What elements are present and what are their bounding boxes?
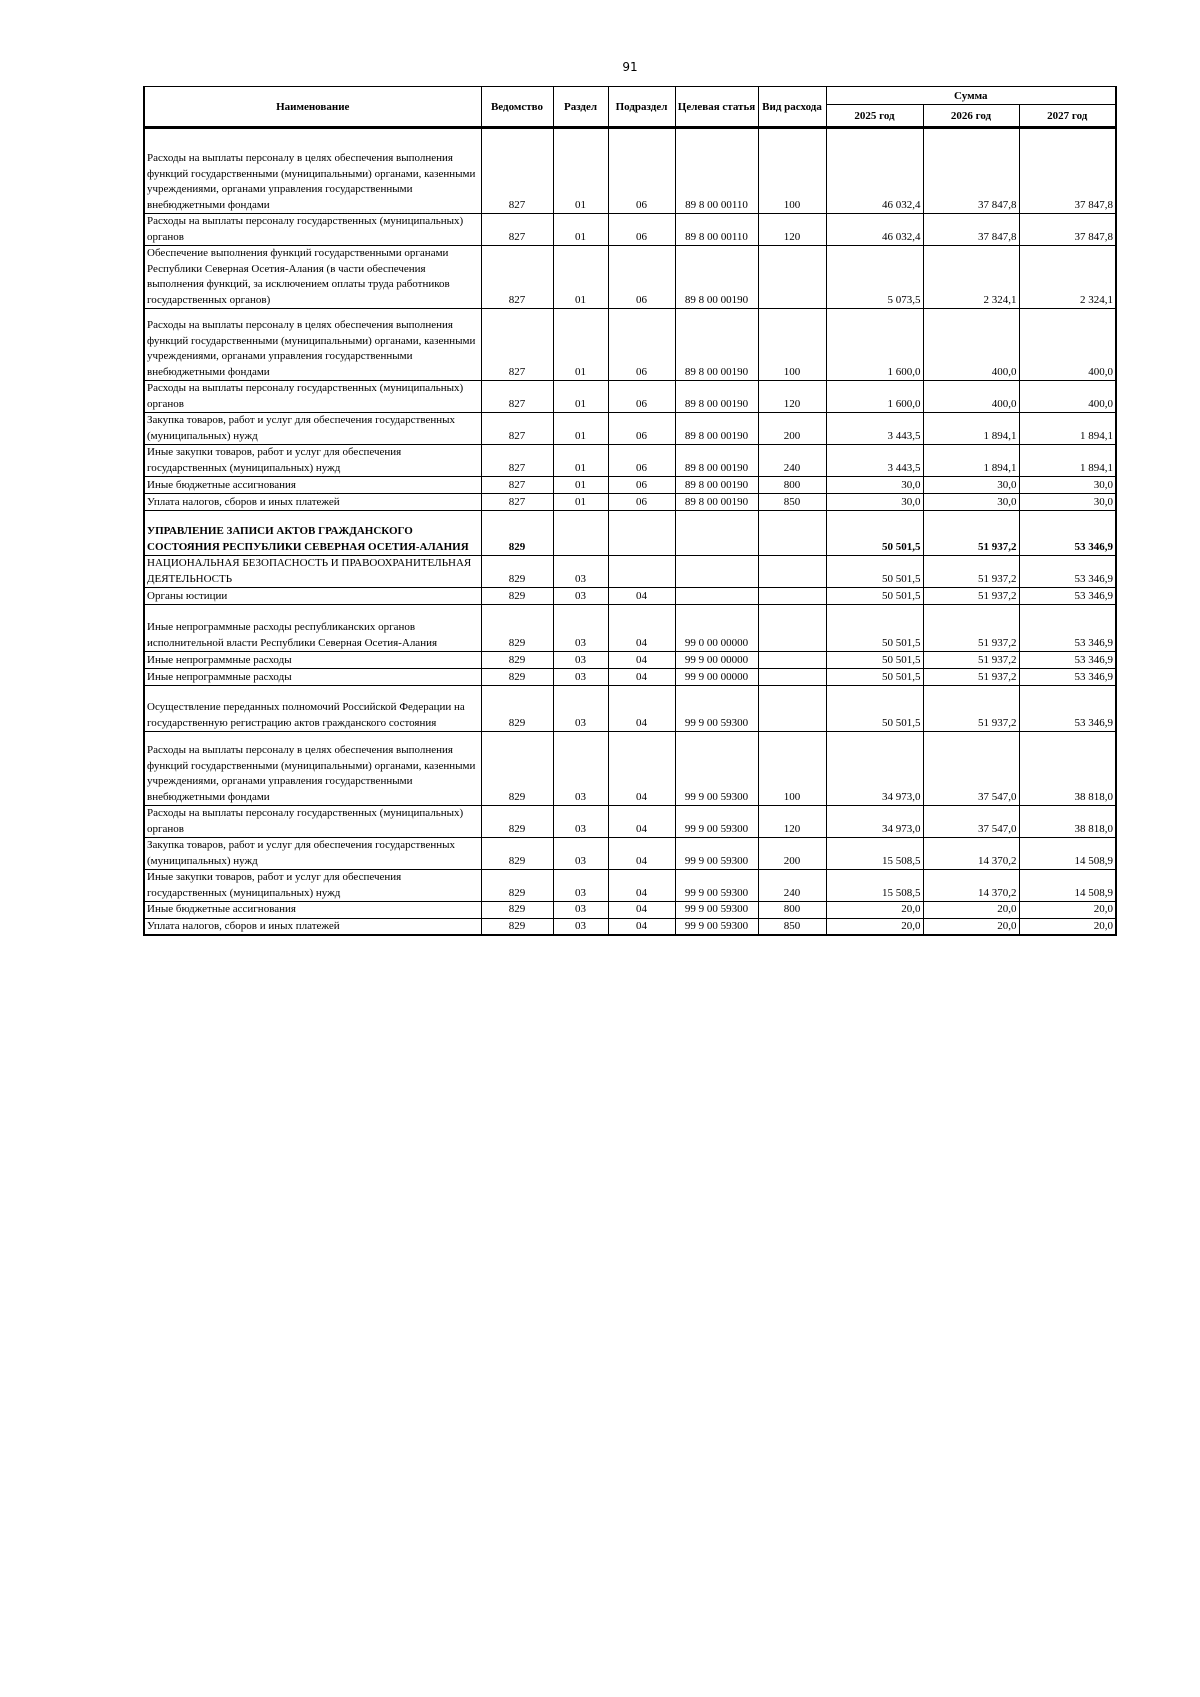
cell-subsection	[608, 556, 675, 588]
cell-target-article: 99 9 00 00000	[675, 652, 758, 669]
table-row	[144, 445, 1116, 477]
cell-sum-2026: 2 324,1	[923, 246, 1019, 309]
cell-department: 827	[481, 477, 553, 494]
cell-expense-type: 200	[758, 838, 826, 870]
cell-section: 01	[553, 381, 608, 413]
table-row	[144, 652, 1116, 669]
cell-target-article: 99 9 00 59300	[675, 686, 758, 732]
cell-sum-2025: 34 973,0	[826, 732, 923, 806]
cell-sum-2025: 50 501,5	[826, 605, 923, 652]
cell-sum-2025: 30,0	[826, 477, 923, 494]
cell-target-article: 89 8 00 00190	[675, 494, 758, 511]
table-row	[144, 732, 1116, 806]
cell-sum-2025: 5 073,5	[826, 246, 923, 309]
cell-target-article	[675, 588, 758, 605]
cell-sum-2026: 51 937,2	[923, 588, 1019, 605]
table-row	[144, 686, 1116, 732]
cell-section: 01	[553, 246, 608, 309]
cell-sum-2027: 20,0	[1019, 902, 1116, 919]
cell-sum-2026: 1 894,1	[923, 445, 1019, 477]
cell-expense-type: 800	[758, 477, 826, 494]
cell-sum-2027: 2 324,1	[1019, 246, 1116, 309]
cell-department: 829	[481, 669, 553, 686]
cell-department: 829	[481, 918, 553, 935]
header-section: Раздел	[553, 87, 608, 128]
cell-subsection: 04	[608, 870, 675, 902]
cell-name: Иные бюджетные ассигнования	[144, 902, 481, 919]
cell-name: НАЦИОНАЛЬНАЯ БЕЗОПАСНОСТЬ И ПРАВООХРАНИТЕЛЬНАЯ ДЕЯТЕЛЬНОСТЬ	[144, 556, 481, 588]
cell-name: Расходы на выплаты персоналу в целях обеспечения выполнения функций государственными (муниципальными) органами, казенными учреждениями, органами управления государственными внебюджетными фондами	[144, 309, 481, 381]
cell-sum-2026: 30,0	[923, 494, 1019, 511]
cell-department: 829	[481, 556, 553, 588]
cell-subsection: 04	[608, 918, 675, 935]
cell-name: Расходы на выплаты персоналу в целях обеспечения выполнения функций государственными (муниципальными) органами, казенными учреждениями, органами управления государственными внебюджетными фондами	[144, 128, 481, 214]
cell-sum-2026: 30,0	[923, 477, 1019, 494]
table-row	[144, 494, 1116, 511]
table-row	[144, 588, 1116, 605]
cell-expense-type: 240	[758, 445, 826, 477]
cell-expense-type	[758, 556, 826, 588]
cell-department: 827	[481, 246, 553, 309]
cell-sum-2026: 51 937,2	[923, 686, 1019, 732]
cell-target-article: 89 8 00 00110	[675, 128, 758, 214]
cell-sum-2027: 37 847,8	[1019, 214, 1116, 246]
cell-sum-2026: 51 937,2	[923, 605, 1019, 652]
cell-expense-type	[758, 605, 826, 652]
cell-section: 03	[553, 806, 608, 838]
cell-sum-2025: 50 501,5	[826, 669, 923, 686]
cell-expense-type: 120	[758, 381, 826, 413]
cell-name: Осуществление переданных полномочий Российской Федерации на государственную регистрацию актов гражданского состояния	[144, 686, 481, 732]
cell-sum-2026: 400,0	[923, 381, 1019, 413]
cell-section: 01	[553, 413, 608, 445]
cell-department: 829	[481, 511, 553, 556]
cell-target-article: 99 0 00 00000	[675, 605, 758, 652]
cell-sum-2026: 400,0	[923, 309, 1019, 381]
cell-sum-2025: 30,0	[826, 494, 923, 511]
table-row	[144, 246, 1116, 309]
cell-subsection: 04	[608, 902, 675, 919]
cell-name: Уплата налогов, сборов и иных платежей	[144, 494, 481, 511]
cell-sum-2025: 15 508,5	[826, 838, 923, 870]
cell-sum-2026: 14 370,2	[923, 870, 1019, 902]
cell-section: 03	[553, 918, 608, 935]
cell-sum-2026: 37 547,0	[923, 732, 1019, 806]
cell-sum-2027: 38 818,0	[1019, 806, 1116, 838]
table-row	[144, 381, 1116, 413]
cell-sum-2027: 1 894,1	[1019, 445, 1116, 477]
cell-name: Иные непрограммные расходы	[144, 669, 481, 686]
cell-department: 827	[481, 214, 553, 246]
table-row	[144, 556, 1116, 588]
cell-name: Иные закупки товаров, работ и услуг для обеспечения государственных (муниципальных) нужд	[144, 445, 481, 477]
cell-department: 829	[481, 870, 553, 902]
table-body	[144, 128, 1116, 936]
cell-sum-2027: 53 346,9	[1019, 652, 1116, 669]
cell-expense-type: 100	[758, 309, 826, 381]
cell-section: 01	[553, 477, 608, 494]
table-row	[144, 838, 1116, 870]
cell-target-article: 89 8 00 00190	[675, 309, 758, 381]
cell-sum-2027: 53 346,9	[1019, 686, 1116, 732]
cell-sum-2027: 38 818,0	[1019, 732, 1116, 806]
cell-target-article: 99 9 00 59300	[675, 870, 758, 902]
cell-sum-2027: 53 346,9	[1019, 605, 1116, 652]
table-row	[144, 806, 1116, 838]
header-expense-type: Вид расхода	[758, 87, 826, 128]
cell-section: 03	[553, 870, 608, 902]
budget-table	[143, 86, 1117, 936]
table-row	[144, 309, 1116, 381]
table-row	[144, 870, 1116, 902]
cell-expense-type: 240	[758, 870, 826, 902]
cell-section: 03	[553, 605, 608, 652]
cell-section: 01	[553, 494, 608, 511]
header-name: Наименование	[144, 87, 481, 128]
cell-sum-2025: 50 501,5	[826, 556, 923, 588]
cell-expense-type	[758, 246, 826, 309]
cell-target-article: 99 9 00 00000	[675, 669, 758, 686]
cell-name: Иные непрограммные расходы республиканских органов исполнительной власти Республики Северная Осетия-Алания	[144, 605, 481, 652]
cell-name: Расходы на выплаты персоналу государственных (муниципальных) органов	[144, 381, 481, 413]
cell-target-article: 89 8 00 00110	[675, 214, 758, 246]
cell-expense-type: 800	[758, 902, 826, 919]
cell-expense-type	[758, 588, 826, 605]
cell-subsection: 04	[608, 838, 675, 870]
cell-subsection: 06	[608, 214, 675, 246]
cell-department: 829	[481, 588, 553, 605]
cell-sum-2027: 53 346,9	[1019, 556, 1116, 588]
cell-expense-type: 200	[758, 413, 826, 445]
cell-name: Иные бюджетные ассигнования	[144, 477, 481, 494]
cell-sum-2026: 20,0	[923, 918, 1019, 935]
cell-sum-2027: 20,0	[1019, 918, 1116, 935]
cell-target-article: 99 9 00 59300	[675, 902, 758, 919]
cell-sum-2025: 50 501,5	[826, 511, 923, 556]
cell-department: 827	[481, 413, 553, 445]
cell-department: 827	[481, 381, 553, 413]
table-header	[144, 87, 1116, 128]
table-row	[144, 669, 1116, 686]
cell-name: Закупка товаров, работ и услуг для обеспечения государственных (муниципальных) нужд	[144, 413, 481, 445]
cell-section: 01	[553, 214, 608, 246]
cell-section: 01	[553, 445, 608, 477]
cell-sum-2025: 15 508,5	[826, 870, 923, 902]
cell-sum-2027: 30,0	[1019, 494, 1116, 511]
cell-subsection: 06	[608, 477, 675, 494]
table-row	[144, 918, 1116, 935]
cell-name: Обеспечение выполнения функций государственными органами Республики Северная Осетия-Алания (в части обеспечения выполнения функций, за исключением оплаты труда работников государственных органов)	[144, 246, 481, 309]
cell-sum-2026: 37 847,8	[923, 214, 1019, 246]
cell-subsection: 06	[608, 246, 675, 309]
cell-subsection: 04	[608, 686, 675, 732]
cell-name: Иные закупки товаров, работ и услуг для обеспечения государственных (муниципальных) нужд	[144, 870, 481, 902]
table-row	[144, 413, 1116, 445]
cell-department: 827	[481, 309, 553, 381]
cell-expense-type: 850	[758, 918, 826, 935]
cell-section: 03	[553, 652, 608, 669]
cell-target-article	[675, 511, 758, 556]
cell-section: 03	[553, 838, 608, 870]
cell-department: 829	[481, 605, 553, 652]
table-row	[144, 902, 1116, 919]
cell-sum-2025: 20,0	[826, 902, 923, 919]
page-number: 91	[622, 60, 638, 74]
cell-department: 827	[481, 128, 553, 214]
cell-sum-2026: 51 937,2	[923, 511, 1019, 556]
cell-name: Иные непрограммные расходы	[144, 652, 481, 669]
cell-department: 829	[481, 806, 553, 838]
cell-target-article: 99 9 00 59300	[675, 806, 758, 838]
cell-name: Закупка товаров, работ и услуг для обеспечения государственных (муниципальных) нужд	[144, 838, 481, 870]
cell-section	[553, 511, 608, 556]
cell-sum-2027: 30,0	[1019, 477, 1116, 494]
table-row	[144, 214, 1116, 246]
cell-subsection	[608, 511, 675, 556]
cell-sum-2026: 37 547,0	[923, 806, 1019, 838]
cell-sum-2025: 34 973,0	[826, 806, 923, 838]
cell-sum-2026: 14 370,2	[923, 838, 1019, 870]
cell-expense-type: 120	[758, 214, 826, 246]
cell-target-article: 89 8 00 00190	[675, 477, 758, 494]
cell-sum-2026: 51 937,2	[923, 652, 1019, 669]
cell-department: 827	[481, 445, 553, 477]
header-2027: 2027 год	[1019, 105, 1116, 128]
cell-sum-2025: 1 600,0	[826, 309, 923, 381]
cell-sum-2026: 20,0	[923, 902, 1019, 919]
cell-sum-2027: 14 508,9	[1019, 838, 1116, 870]
cell-sum-2027: 400,0	[1019, 381, 1116, 413]
cell-sum-2026: 37 847,8	[923, 128, 1019, 214]
cell-name: УПРАВЛЕНИЕ ЗАПИСИ АКТОВ ГРАЖДАНСКОГО СОСТОЯНИЯ РЕСПУБЛИКИ СЕВЕРНАЯ ОСЕТИЯ-АЛАНИЯ	[144, 511, 481, 556]
cell-expense-type	[758, 686, 826, 732]
cell-expense-type: 850	[758, 494, 826, 511]
header-2025: 2025 год	[826, 105, 923, 128]
cell-sum-2026: 1 894,1	[923, 413, 1019, 445]
cell-sum-2027: 53 346,9	[1019, 511, 1116, 556]
cell-target-article: 89 8 00 00190	[675, 445, 758, 477]
cell-target-article: 99 9 00 59300	[675, 918, 758, 935]
cell-subsection: 04	[608, 806, 675, 838]
cell-subsection: 04	[608, 669, 675, 686]
table-row	[144, 605, 1116, 652]
cell-subsection: 04	[608, 652, 675, 669]
cell-department: 829	[481, 838, 553, 870]
cell-section: 03	[553, 732, 608, 806]
cell-sum-2025: 50 501,5	[826, 652, 923, 669]
header-subsection: Подраздел	[608, 87, 675, 128]
cell-sum-2025: 50 501,5	[826, 588, 923, 605]
table-row	[144, 511, 1116, 556]
cell-sum-2026: 51 937,2	[923, 669, 1019, 686]
cell-sum-2027: 400,0	[1019, 309, 1116, 381]
cell-target-article: 89 8 00 00190	[675, 381, 758, 413]
cell-name: Расходы на выплаты персоналу в целях обеспечения выполнения функций государственными (муниципальными) органами, казенными учреждениями, органами управления государственными внебюджетными фондами	[144, 732, 481, 806]
table-row	[144, 128, 1116, 214]
cell-subsection: 06	[608, 128, 675, 214]
cell-section: 01	[553, 128, 608, 214]
cell-expense-type: 120	[758, 806, 826, 838]
cell-section: 01	[553, 309, 608, 381]
cell-subsection: 06	[608, 445, 675, 477]
cell-expense-type	[758, 511, 826, 556]
cell-sum-2027: 37 847,8	[1019, 128, 1116, 214]
cell-section: 03	[553, 669, 608, 686]
cell-sum-2025: 3 443,5	[826, 445, 923, 477]
cell-sum-2026: 51 937,2	[923, 556, 1019, 588]
cell-expense-type	[758, 652, 826, 669]
cell-subsection: 06	[608, 381, 675, 413]
cell-sum-2027: 1 894,1	[1019, 413, 1116, 445]
cell-subsection: 04	[608, 605, 675, 652]
cell-sum-2025: 46 032,4	[826, 128, 923, 214]
cell-sum-2025: 1 600,0	[826, 381, 923, 413]
header-department: Ведомство	[481, 87, 553, 128]
cell-sum-2027: 53 346,9	[1019, 669, 1116, 686]
cell-name: Расходы на выплаты персоналу государственных (муниципальных) органов	[144, 806, 481, 838]
cell-subsection: 04	[608, 732, 675, 806]
cell-target-article: 99 9 00 59300	[675, 838, 758, 870]
cell-name: Расходы на выплаты персоналу государственных (муниципальных) органов	[144, 214, 481, 246]
cell-expense-type	[758, 669, 826, 686]
cell-sum-2025: 20,0	[826, 918, 923, 935]
cell-name: Уплата налогов, сборов и иных платежей	[144, 918, 481, 935]
cell-sum-2025: 3 443,5	[826, 413, 923, 445]
cell-section: 03	[553, 686, 608, 732]
cell-target-article: 89 8 00 00190	[675, 413, 758, 445]
cell-department: 829	[481, 652, 553, 669]
cell-target-article: 99 9 00 59300	[675, 732, 758, 806]
cell-section: 03	[553, 902, 608, 919]
cell-subsection: 04	[608, 588, 675, 605]
cell-expense-type: 100	[758, 128, 826, 214]
cell-target-article	[675, 556, 758, 588]
cell-section: 03	[553, 556, 608, 588]
cell-department: 829	[481, 686, 553, 732]
cell-subsection: 06	[608, 494, 675, 511]
header-2026: 2026 год	[923, 105, 1019, 128]
cell-sum-2025: 46 032,4	[826, 214, 923, 246]
cell-sum-2027: 14 508,9	[1019, 870, 1116, 902]
cell-sum-2025: 50 501,5	[826, 686, 923, 732]
cell-target-article: 89 8 00 00190	[675, 246, 758, 309]
cell-subsection: 06	[608, 309, 675, 381]
table-row	[144, 477, 1116, 494]
cell-department: 827	[481, 494, 553, 511]
cell-section: 03	[553, 588, 608, 605]
header-sum: Сумма	[826, 87, 1116, 105]
cell-department: 829	[481, 732, 553, 806]
cell-subsection: 06	[608, 413, 675, 445]
cell-name: Органы юстиции	[144, 588, 481, 605]
cell-sum-2027: 53 346,9	[1019, 588, 1116, 605]
header-target-article: Целевая статья	[675, 87, 758, 128]
cell-expense-type: 100	[758, 732, 826, 806]
cell-department: 829	[481, 902, 553, 919]
